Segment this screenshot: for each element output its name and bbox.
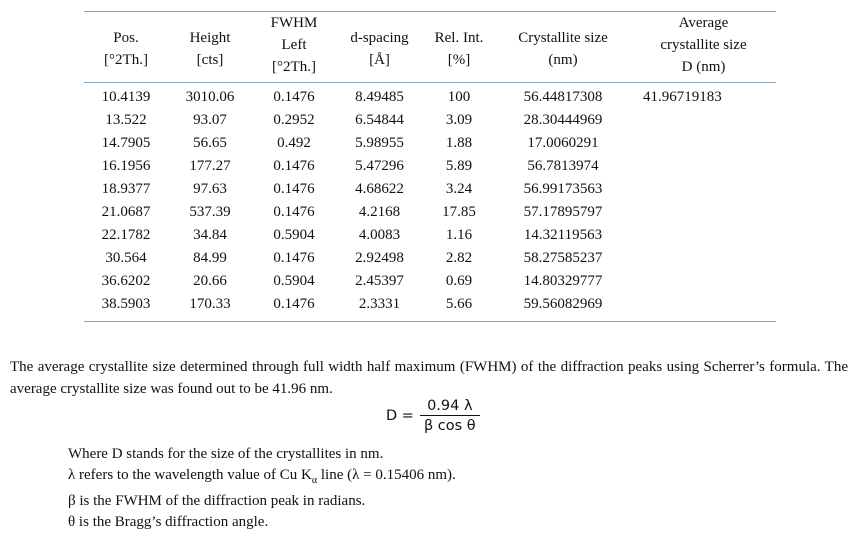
table-cell: 2.92498	[355, 250, 404, 266]
formula-numerator: 0.94 λ	[427, 398, 473, 414]
table-cell: 28.30444969	[523, 112, 603, 128]
table-cell: 56.44817308	[523, 89, 603, 105]
table-cell: 22.1782	[101, 227, 151, 243]
table-cell: 5.66	[445, 296, 473, 312]
header-line: FWHM	[270, 15, 318, 31]
table-cell: 14.32119563	[523, 227, 603, 243]
header-cell	[84, 12, 168, 82]
table-cell	[631, 109, 776, 132]
table-cell: 1.16	[445, 227, 473, 243]
header-cell	[495, 12, 631, 82]
table-row	[84, 247, 776, 270]
table-cell: 0.2952	[273, 112, 315, 128]
table-cell	[631, 155, 776, 178]
header-line: [cts]	[196, 52, 224, 68]
table-cell: 41.96719183	[643, 89, 722, 105]
table-cell	[631, 178, 776, 201]
formula-fraction	[420, 398, 480, 434]
table-row	[84, 293, 776, 316]
table-cell: 56.99173563	[523, 181, 603, 197]
crystallite-table	[84, 11, 776, 322]
note-lambda-pre: λ refers to the wavelength value of Cu K	[68, 467, 312, 483]
table-cell: 5.98955	[355, 135, 404, 151]
header-line: [°2Th.]	[272, 59, 316, 75]
table-cell: 8.49485	[355, 89, 404, 105]
paragraph-text: The average crystallite size determined through full width half maximum (FWHM) of the diffraction peaks using Scherrer’s formula. The average crystallite size was found out to be 41.96 nm.	[10, 359, 848, 397]
table-row	[84, 201, 776, 224]
note-lambda	[68, 465, 456, 491]
header-line: (nm)	[548, 52, 578, 68]
table-cell: 6.54844	[355, 112, 404, 128]
table-cell: 537.39	[189, 204, 231, 220]
table-cell: 20.66	[193, 273, 227, 289]
header-line: [°2Th.]	[104, 52, 148, 68]
table-cell: 36.6202	[101, 273, 151, 289]
table-cell: 4.0083	[358, 227, 401, 243]
table-cell: 97.63	[193, 181, 227, 197]
header-cell	[168, 12, 252, 82]
table-cell: 14.80329777	[523, 273, 603, 289]
header-line: [Å]	[369, 52, 390, 68]
table-cell: 5.47296	[355, 158, 404, 174]
table-row	[84, 109, 776, 132]
table-cell: 56.65	[193, 135, 227, 151]
table-cell: 4.2168	[358, 204, 401, 220]
header-cell	[252, 12, 336, 82]
table-row	[84, 155, 776, 178]
header-line: d-spacing	[350, 30, 409, 46]
header-line: [%]	[447, 52, 471, 68]
table-row	[84, 178, 776, 201]
table-cell: 14.7905	[101, 135, 151, 151]
table-cell: 0.5904	[273, 273, 315, 289]
table-bottom-rule	[84, 321, 776, 322]
table-cell: 34.84	[193, 227, 227, 243]
table-cell	[631, 201, 776, 224]
table-cell: 2.3331	[358, 296, 401, 312]
table-cell: 93.07	[193, 112, 227, 128]
table-cell: 100	[447, 89, 471, 105]
table-cell: 0.1476	[273, 89, 315, 105]
header-line: Rel. Int.	[434, 30, 484, 46]
note-theta: θ is the Bragg’s diffraction angle.	[68, 514, 269, 530]
header-line: Left	[281, 37, 307, 53]
header-line: D (nm)	[681, 59, 726, 75]
table-cell: 84.99	[193, 250, 227, 266]
note-beta: β is the FWHM of the diffraction peak in radians.	[68, 493, 366, 509]
table-row	[84, 132, 776, 155]
table-cell: 21.0687	[101, 204, 151, 220]
note-lambda-sub: α	[311, 475, 318, 486]
table-cell: 2.45397	[355, 273, 404, 289]
table-cell: 59.56082969	[523, 296, 603, 312]
table-cell: 56.7813974	[527, 158, 599, 174]
table-cell: 0.1476	[273, 204, 315, 220]
note-d: Where D stands for the size of the crystallites in nm.	[68, 446, 384, 462]
table-cell: 17.85	[442, 204, 476, 220]
table-cell: 10.4139	[101, 89, 151, 105]
table-cell: 5.89	[445, 158, 473, 174]
table-row	[84, 224, 776, 247]
table-header-row	[84, 12, 776, 82]
scherrer-formula	[386, 398, 480, 434]
formula-lhs: D =	[386, 408, 414, 424]
table-cell: 17.0060291	[527, 135, 599, 151]
table-cell	[631, 247, 776, 270]
header-line: crystallite size	[660, 37, 747, 53]
table-row	[84, 86, 776, 109]
table-cell: 177.27	[189, 158, 231, 174]
table-body	[84, 83, 776, 321]
formula-notes	[68, 444, 456, 533]
table-cell: 0.5904	[273, 227, 315, 243]
table-cell: 38.5903	[101, 296, 151, 312]
table-cell: 2.82	[445, 250, 473, 266]
table-cell: 170.33	[189, 296, 231, 312]
table-cell: 0.69	[445, 273, 473, 289]
table-cell	[631, 224, 776, 247]
table-cell: 0.1476	[273, 158, 315, 174]
table-cell: 58.27585237	[523, 250, 603, 266]
table-cell	[631, 270, 776, 293]
header-line: Pos.	[113, 30, 139, 46]
table-cell: 57.17895797	[523, 204, 603, 220]
header-line: Crystallite size	[518, 30, 608, 46]
formula-denominator: β cos θ	[423, 418, 476, 434]
table-cell: 18.9377	[101, 181, 151, 197]
header-line: Height	[189, 30, 231, 46]
note-lambda-post: line (λ = 0.15406 nm).	[317, 467, 456, 483]
table-cell: 1.88	[445, 135, 473, 151]
table-cell: 0.1476	[273, 296, 315, 312]
header-cell	[631, 12, 776, 82]
table-cell: 3.09	[445, 112, 473, 128]
table-row	[84, 270, 776, 293]
table-cell: 3010.06	[185, 89, 235, 105]
header-line: Average	[678, 15, 729, 31]
table-cell: 3.24	[445, 181, 473, 197]
table-cell	[631, 132, 776, 155]
table-cell: 4.68622	[355, 181, 404, 197]
header-cell	[336, 12, 423, 82]
table-cell: 30.564	[105, 250, 147, 266]
description-paragraph	[10, 356, 848, 400]
table-cell	[631, 293, 776, 316]
table-cell: 0.492	[277, 135, 311, 151]
header-cell	[423, 12, 495, 82]
table-cell: 0.1476	[273, 181, 315, 197]
table-cell: 13.522	[105, 112, 147, 128]
table-cell: 0.1476	[273, 250, 315, 266]
table-cell: 16.1956	[101, 158, 151, 174]
